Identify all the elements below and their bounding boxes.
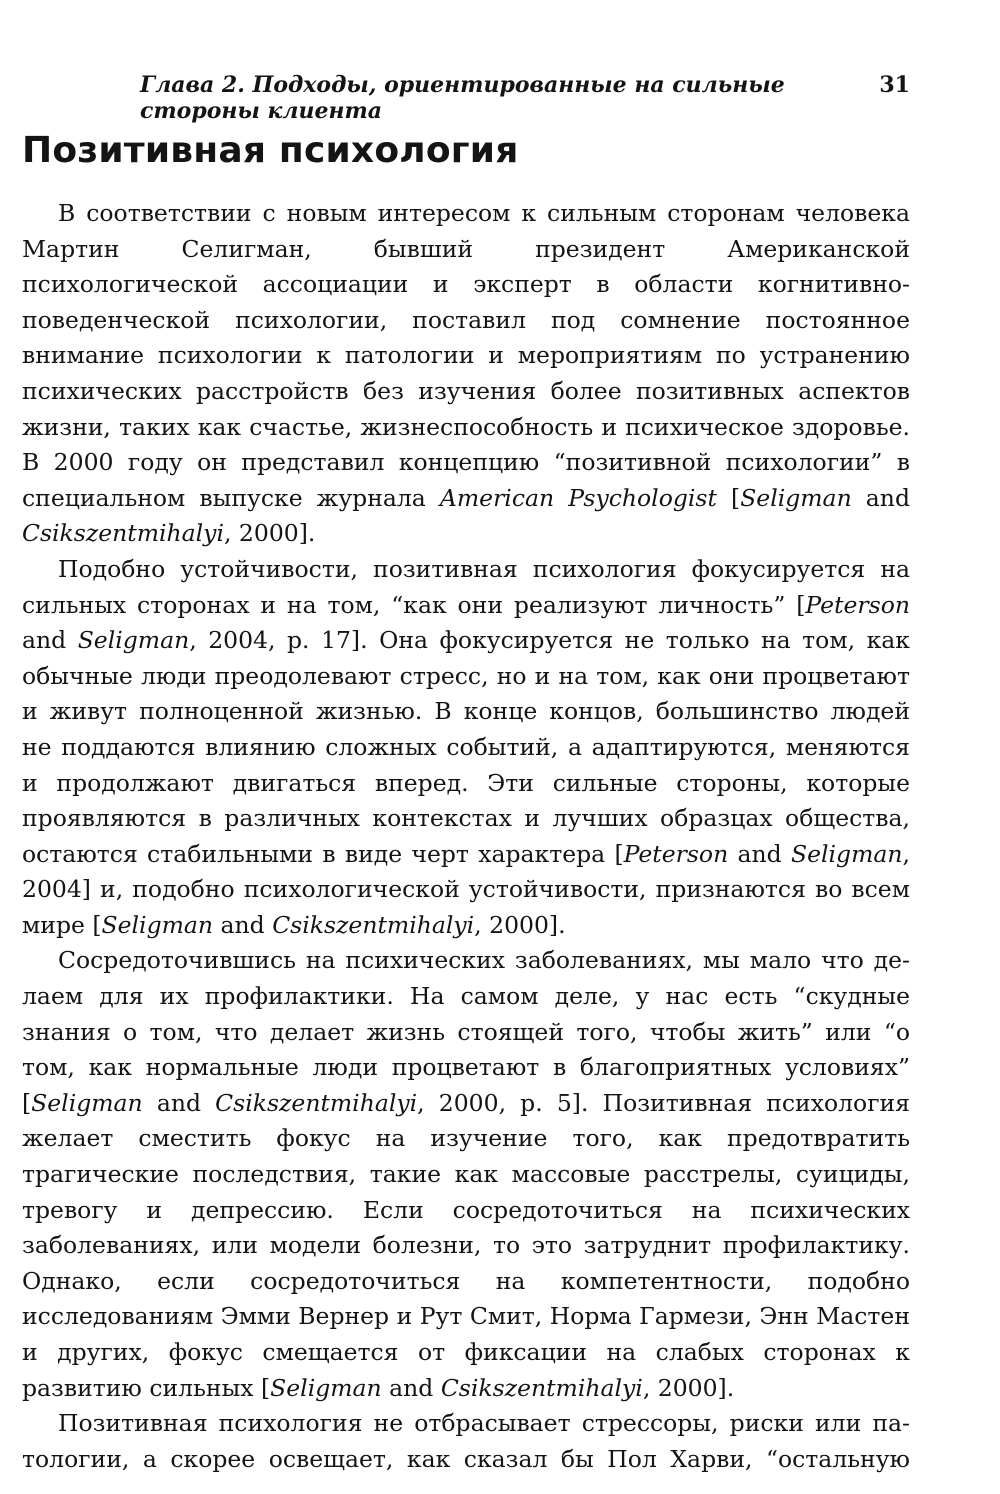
text-run: and [213, 910, 273, 939]
paragraph [22, 943, 910, 1406]
citation-italic: Seligman [270, 1373, 382, 1402]
text-run: and [142, 1088, 216, 1117]
citation-italic: Seligman [790, 839, 903, 868]
text-run: and [381, 1373, 441, 1402]
text-run: , 2004] и, подобно психологической устойчивости, признаются во всем мире [ [22, 839, 910, 939]
text-run: and [728, 839, 791, 868]
text-run: , 2000, p. 5]. Позитивная психология желает сместить фокус на изучение того, как предотвратить трагические последствия, такие как массовые расстрелы, суициды, тревогу и депрессию. Если сосредоточиться на психических заболеваниях, или модели болезни, то это затруднит профилактику. Однако, если сосредоточиться на компетентности, подобно исследованиям Эмми Вернер и Рут Смит, Норма Гармези, Энн Мастен и других, фокус смещается от фиксации на слабых сторонах к развитию сильных [ [22, 1088, 910, 1402]
citation-italic: Peterson [623, 839, 729, 868]
text-run: and [22, 626, 78, 655]
citation-italic: Csikszentmihalyi [440, 1373, 643, 1402]
text-run: , 2000]. [642, 1373, 735, 1402]
citation-italic: American Psychologist [439, 483, 717, 512]
citation-italic: Seligman [77, 626, 190, 655]
paragraph [22, 196, 910, 552]
text-run: and [851, 483, 910, 512]
text-run: , 2000]. [223, 519, 316, 548]
paragraph [22, 1406, 910, 1477]
citation-italic: Seligman [31, 1088, 143, 1117]
page-number: 31 [879, 72, 910, 98]
citation-italic: Csikszentmihalyi [22, 519, 224, 548]
section-title: Позитивная психология [22, 130, 519, 171]
citation-italic: Csikszentmihalyi [272, 910, 475, 939]
citation-italic: Csikszentmihalyi [215, 1088, 418, 1117]
text-run: В соответствии с новым интересом к сильным сторонам человека Мартин Селигман, бывший президент Американской психологической ассоциации и эксперт в области когнитивно-поведенческой психологии, поставил под сомнение постоянное внимание психологии к патологии и мероприятиям по устранению психических расстройств без изучения более позитивных аспектов жизни, таких как счастье, жизнеспособность и психическое здоровье. В 2000 году он представил концепцию “позитивной психологии” в специальном выпуске журнала [22, 199, 910, 512]
citation-italic: Seligman [101, 910, 214, 939]
text-run: Подобно устойчивости, позитивная психология фокусируется на сильных сторонах и на том, “как они реализуют личность” [ [22, 554, 910, 619]
text-run: , 2004, p. 17]. Она фокусируется не только на том, как обычные люди преодолевают стресс, но и на том, как они процветают и живут полноценной жизнью. В конце концов, большинство людей не поддаются влиянию сложных событий, а адаптируются, меняются и продолжают двигаться вперед. Эти сильные стороны, которые проявляются в различных контекстах и лучших образцах общества, остаются стабильными в виде черт характера [ [22, 626, 910, 868]
text-run: Сосредоточившись на психических заболеваниях, мы мало что делаем для их профилактики. На самом деле, у нас есть “скудные знания о том, что делает жизнь стоящей того, чтобы жить” или “о том, как нормальные люди процветают в благоприятных условиях” [ [22, 946, 910, 1117]
body-text [22, 196, 910, 1477]
chapter-title: Глава 2. Подходы, ориентированные на сильные стороны клиента [140, 72, 785, 124]
running-head [140, 72, 910, 124]
citation-italic: Peterson [805, 590, 910, 619]
paragraph [22, 552, 910, 944]
text-run: , 2000]. [474, 910, 566, 939]
text-run: [ [716, 483, 741, 512]
text-run: Позитивная психология не отбрасывает стрессоры, риски или патологии, а скорее освещает, как сказал бы Пол Харви, “остальную [22, 1409, 910, 1473]
citation-italic: Seligman [740, 483, 852, 512]
